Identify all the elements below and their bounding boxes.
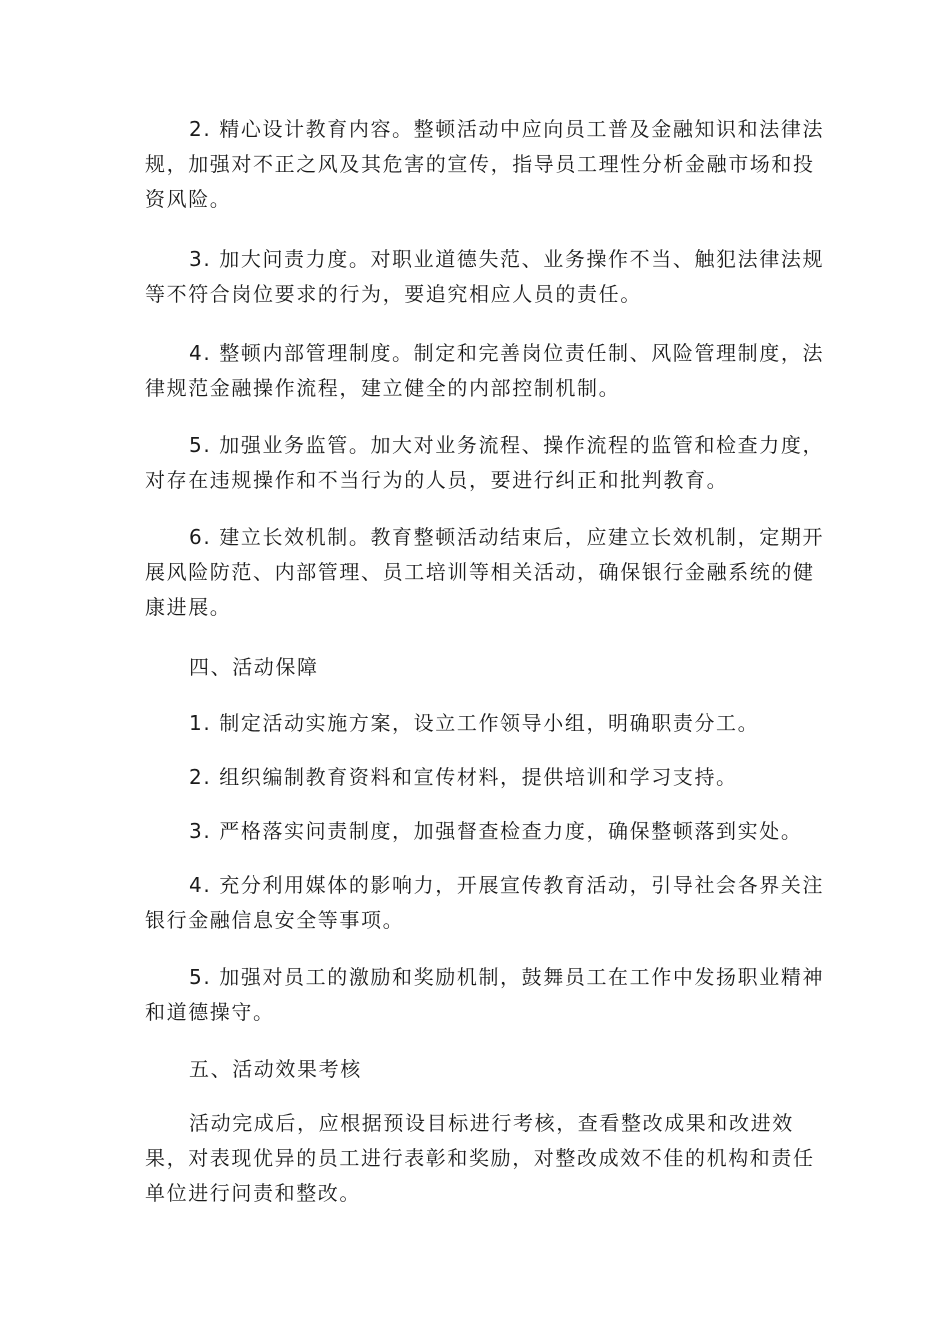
section-heading-activity-support: 四、活动保障	[189, 655, 319, 679]
paragraph-accountability: 3. 加大问责力度。对职业道德失范、业务操作不当、触犯法律法规等不符合岗位要求的行为，要追究相应人员的责任。	[145, 247, 825, 306]
paragraph-internal-management: 4. 整顿内部管理制度。制定和完善岗位责任制、风险管理制度，法律规范金融操作流程，建立健全的内部控制机制。	[145, 341, 825, 400]
paragraph-long-term-mechanism: 6. 建立长效机制。教育整顿活动结束后，应建立长效机制，定期开展风险防范、内部管理、员工培训等相关活动，确保银行金融系统的健康进展。	[145, 525, 825, 619]
paragraph-support-3: 3. 严格落实问责制度，加强督查检查力度，确保整顿落到实处。	[189, 819, 803, 843]
section-heading-effect-assessment: 五、活动效果考核	[189, 1057, 362, 1081]
paragraph-assessment: 活动完成后，应根据预设目标进行考核，查看整改成果和改进效果，对表现优异的员工进行表彰和奖励，对整改成效不佳的机构和责任单位进行问责和整改。	[145, 1111, 815, 1205]
paragraph-support-1: 1. 制定活动实施方案，设立工作领导小组，明确职责分工。	[189, 711, 760, 735]
paragraph-education-content: 2. 精心设计教育内容。整顿活动中应向员工普及金融知识和法律法规，加强对不正之风及其危害的宣传，指导员工理性分析金融市场和投资风险。	[145, 117, 825, 211]
paragraph-support-4: 4. 充分利用媒体的影响力，开展宣传教育活动，引导社会各界关注银行金融信息安全等事项。	[145, 873, 825, 932]
paragraph-business-supervision: 5. 加强业务监管。加大对业务流程、操作流程的监管和检查力度，对存在违规操作和不当行为的人员，要进行纠正和批判教育。	[145, 433, 825, 492]
paragraph-support-5: 5. 加强对员工的激励和奖励机制，鼓舞员工在工作中发扬职业精神和道德操守。	[145, 965, 825, 1024]
paragraph-support-2: 2. 组织编制教育资料和宣传材料，提供培训和学习支持。	[189, 765, 738, 789]
